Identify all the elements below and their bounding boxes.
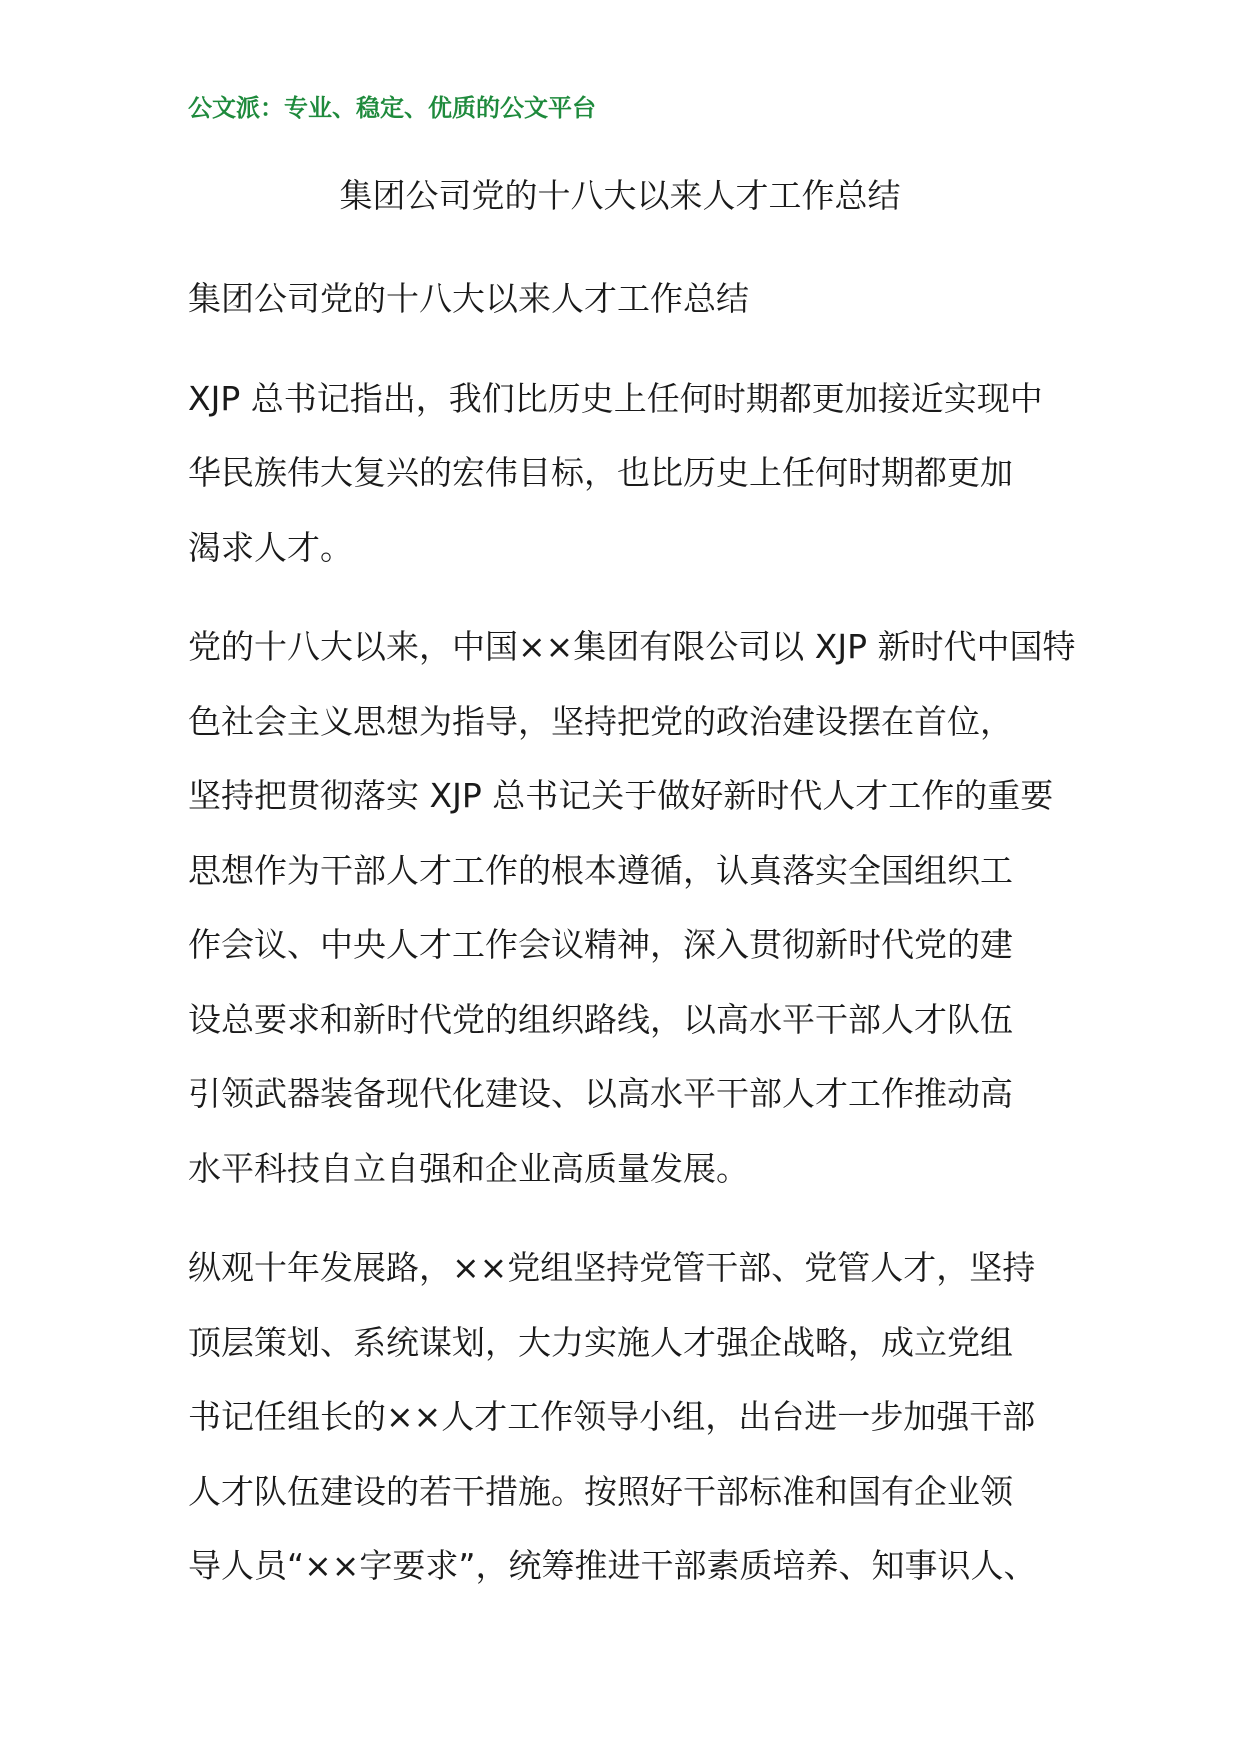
paragraph-line: 引领武器装备现代化建设、以高水平干部人才工作推动高 <box>188 1074 1013 1113</box>
paragraph-line: 坚持把贯彻落实 XJP 总书记关于做好新时代人才工作的重要 <box>188 776 1054 815</box>
paragraph-line: 顶层策划、系统谋划，大力实施人才强企战略，成立党组 <box>188 1322 1013 1362</box>
paragraph-line: XJP 总书记指出，我们比历史上任何时期都更加接近实现中 <box>188 378 1043 418</box>
paragraph-1 <box>188 362 1058 586</box>
paragraph-line: 水平科技自立自强和企业高质量发展。 <box>188 1148 749 1188</box>
paragraph-line: 作会议、中央人才工作会议精神，深入贯彻新时代党的建 <box>188 925 1013 964</box>
document-body <box>188 262 1076 1629</box>
section-heading: 集团公司党的十八大以来人才工作总结 <box>188 279 749 318</box>
paragraph-3 <box>188 1231 1058 1604</box>
paragraph-line: 书记任组长的××人才工作领导小组，出台进一步加强干部 <box>188 1397 1036 1436</box>
paragraph-2 <box>188 610 1076 1206</box>
document-title: 集团公司党的十八大以来人才工作总结 <box>339 176 901 215</box>
paragraph-line: 党的十八大以来，中国××集团有限公司以 XJP 新时代中国特 <box>188 627 1076 666</box>
paragraph-line: 人才队伍建设的若干措施。按照好干部标准和国有企业领 <box>188 1471 1013 1511</box>
paragraph-line: 思想作为干部人才工作的根本遵循，认真落实全国组织工 <box>188 850 1013 890</box>
paragraph-line: 纵观十年发展路，××党组坚持党管干部、党管人才，坚持 <box>188 1248 1036 1287</box>
paragraph-line: 色社会主义思想为指导，坚持把党的政治建设摆在首位， <box>188 701 1013 741</box>
paragraph-line: 渴求人才。 <box>188 527 353 567</box>
paragraph-line: 华民族伟大复兴的宏伟目标，也比历史上任何时期都更加 <box>188 453 1013 492</box>
paragraph-line: 设总要求和新时代党的组织路线，以高水平干部人才队伍 <box>188 999 1013 1039</box>
paragraph-line: 导人员“××字要求”，统筹推进干部素质培养、知事识人、 <box>188 1546 1037 1585</box>
platform-header: 公文派：专业、稳定、优质的公文平台 <box>188 94 596 122</box>
